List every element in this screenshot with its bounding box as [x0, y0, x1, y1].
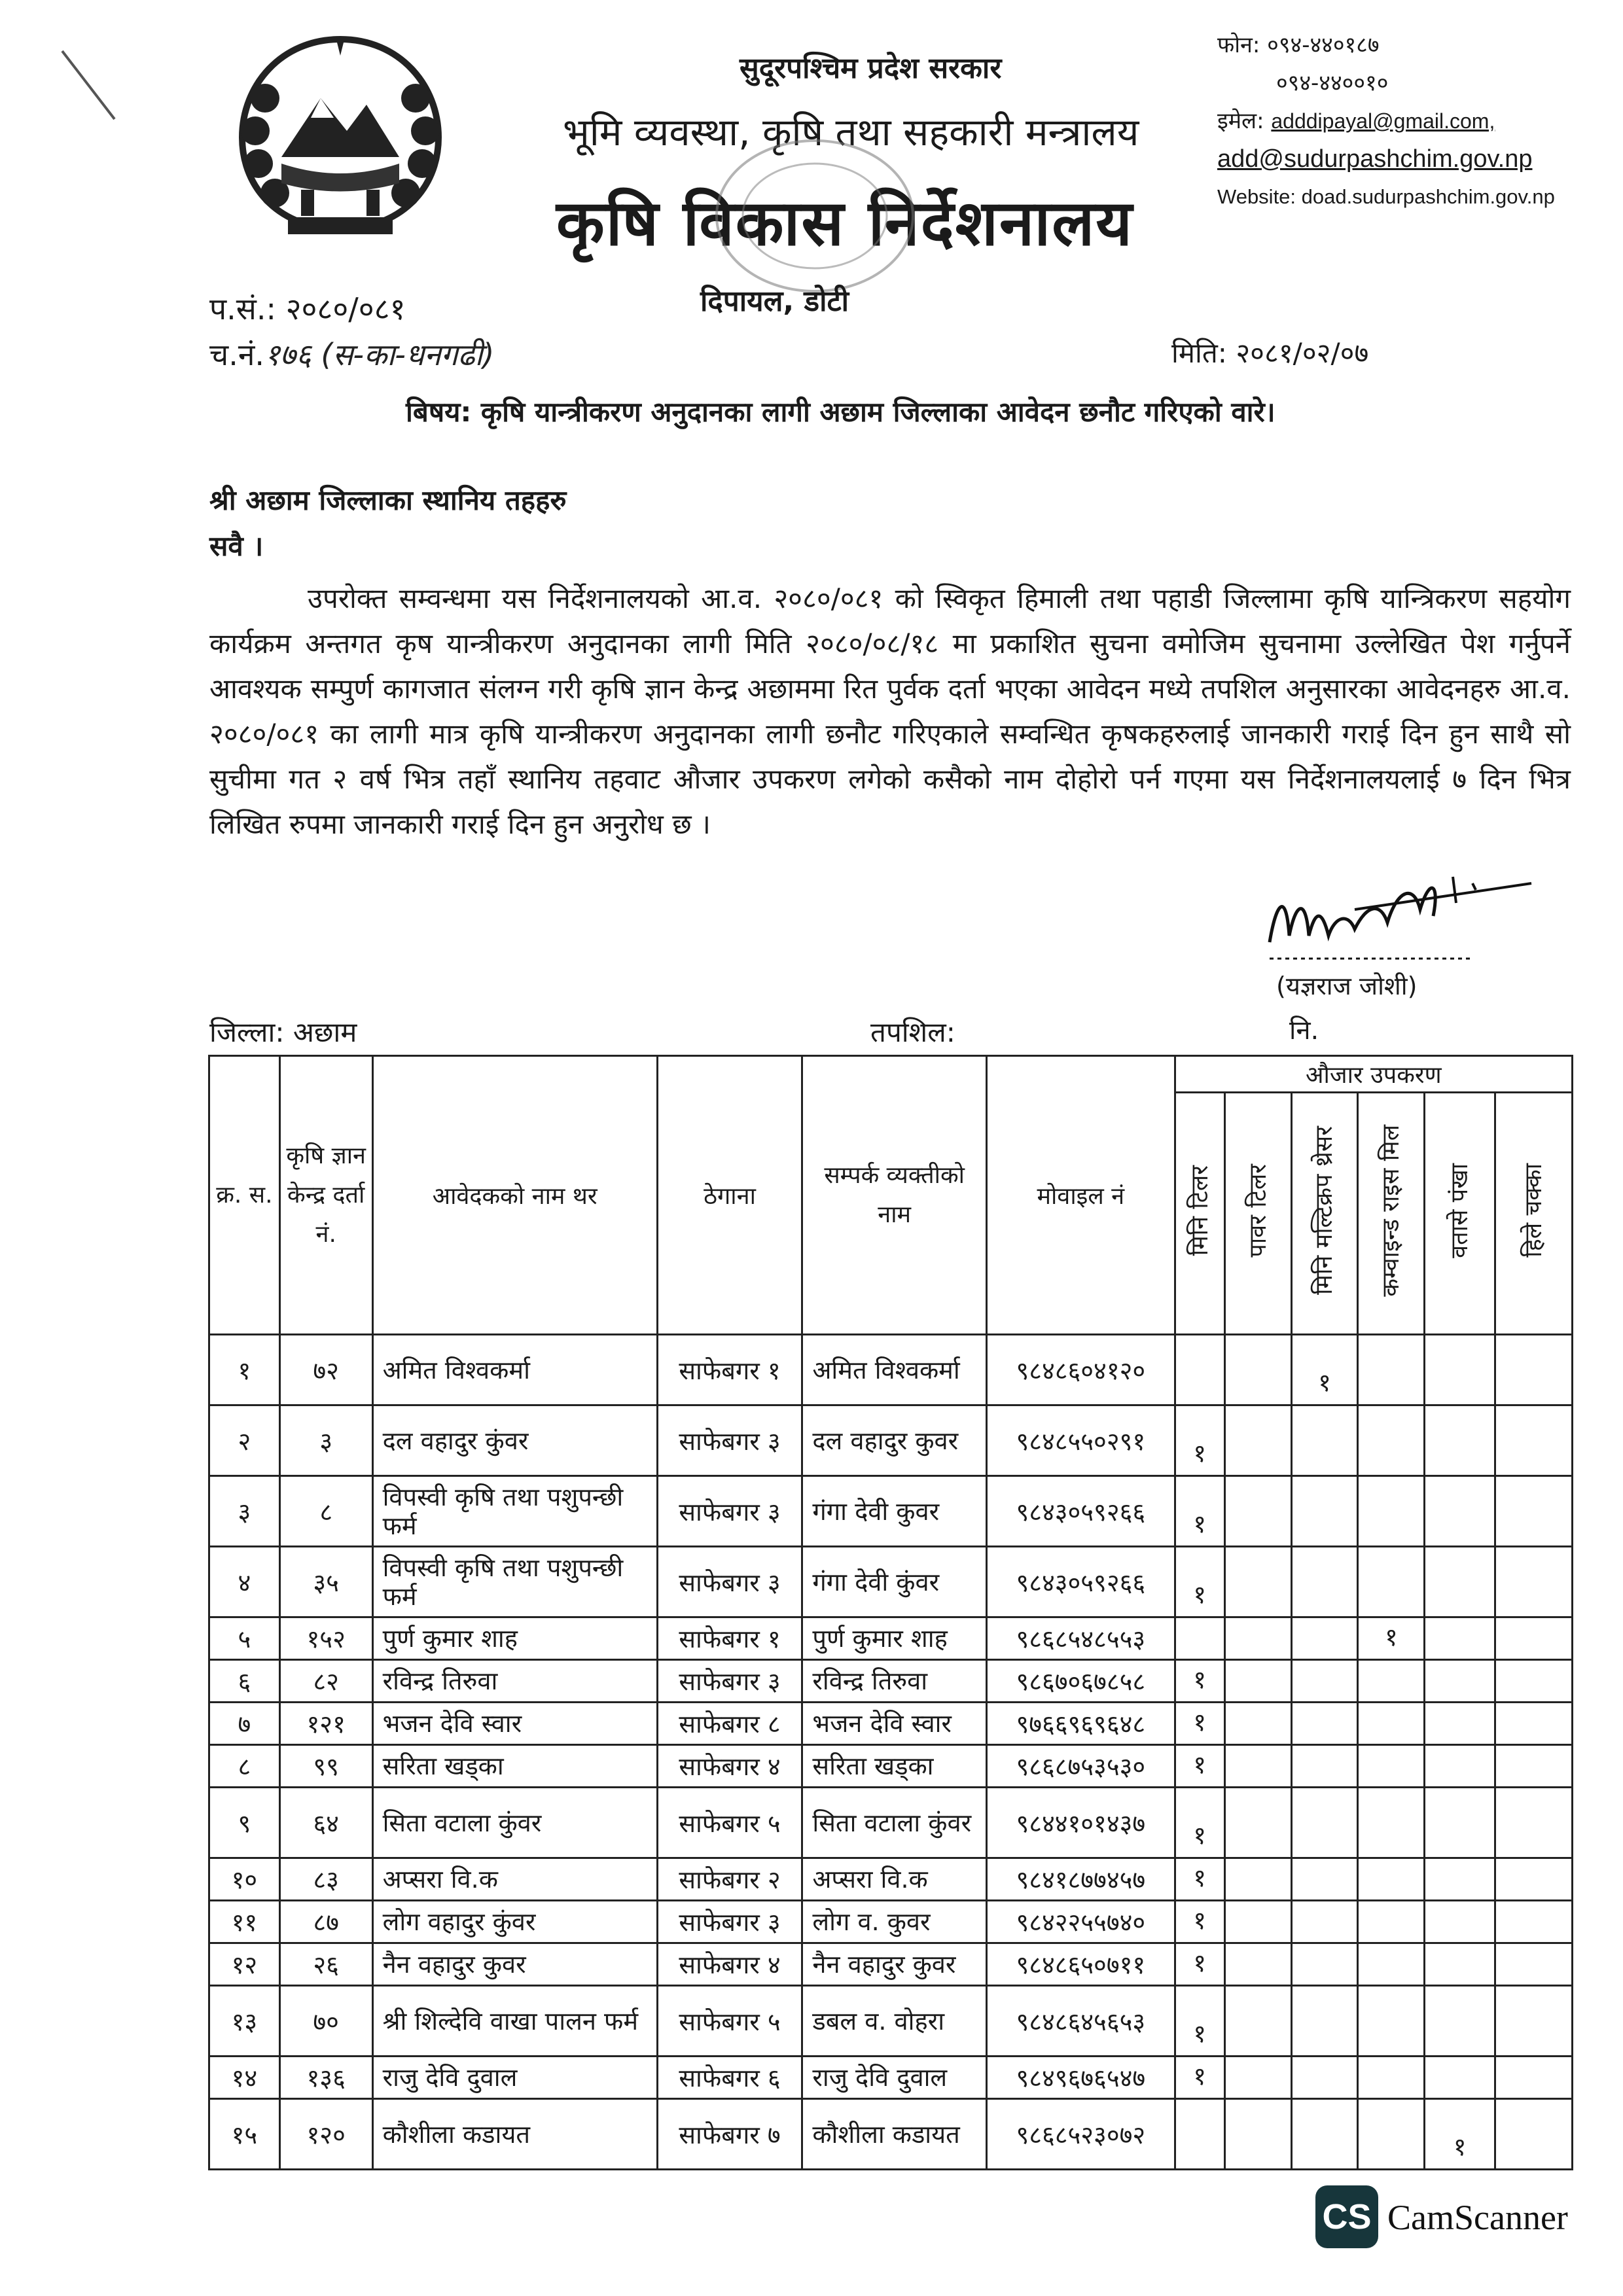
- cell-tool-mark: [1425, 1745, 1495, 1788]
- cell-tool-mark: [1358, 1986, 1425, 2057]
- cell-registration: ८२: [279, 1660, 372, 1703]
- letter-body: उपरोक्त सम्वन्धमा यस निर्देशनालयको आ.व. २०८०/०८१ को स्विकृत हिमाली तथा पहाडी जिल्लामा कृषि यान्त्रिकरण सहयोग कार्यक्रम अन्तगत कृष यान्त्रीकरण अनुदानका लागी मिति २०८०/०८/१८ मा प्रकाशित सुचना वमोजिम सुचनामा उल्लेखित पेश गर्नुपर्ने आवश्यक सम्पुर्ण कागजात संलग्न गरी कृषि ज्ञान केन्द्र अछाममा रित पुर्वक दर्ता भएका आवेदन मध्ये तपशिल अनुसारका आवेदनहरु आ.व. २०८०/०८१ का लागी मात्र कृषि यान्त्रीकरण अनुदानका लागी छनौट गरिएकाले सम्वन्धित कृषकहरुलाई जानकारी गराई दिन हुन साथै सो सुचीमा गत २ वर्ष भित्र तहाँ स्थानिय तहवाट औजार उपकरण लगेको कसैको नाम दोहोरो पर्न गएमा यस निर्देशनालयलाई ७ दिन भित्र लिखित रुपमा जानकारी गराई दिन हुन अनुरोध छ ।: [209, 582, 1571, 840]
- cell-tool-mark: [1175, 2099, 1224, 2170]
- cell-tool-mark: [1425, 1703, 1495, 1745]
- letter-date: मिति: २०८१/०२/०७: [1171, 337, 1369, 369]
- cell-tool-mark: [1224, 1405, 1291, 1476]
- cell-registration: ३५: [279, 1547, 372, 1617]
- cell-serial: ७: [209, 1703, 280, 1745]
- cell-contact-person: नैन वहादुर कुवर: [802, 1943, 987, 1986]
- cell-tool-mark: [1425, 1547, 1495, 1617]
- cell-address: साफेबगर १: [657, 1335, 802, 1405]
- cell-tool-mark: [1358, 1660, 1425, 1703]
- header-contact-person: सम्पर्क व्यक्तीको नाम: [802, 1056, 987, 1335]
- cell-registration: ८७: [279, 1901, 372, 1943]
- cell-applicant-name: विपस्वी कृषि तथा पशुपन्छी फर्म: [372, 1547, 657, 1617]
- cell-mobile: ९८६८५२३०७२: [986, 2099, 1175, 2170]
- cell-serial: १३: [209, 1986, 280, 2057]
- cell-tool-mark: १: [1175, 1476, 1224, 1547]
- table-row: [209, 1943, 1573, 1986]
- cell-tool-mark: [1425, 1858, 1495, 1901]
- cell-tool-mark: १: [1175, 1703, 1224, 1745]
- header-applicant-name: आवेदकको नाम थर: [372, 1056, 657, 1335]
- cell-serial: २: [209, 1405, 280, 1476]
- cell-applicant-name: सरिता खड्का: [372, 1745, 657, 1788]
- cell-mobile: ९८४९६७६५४७: [986, 2057, 1175, 2099]
- cell-tool-mark: [1224, 1335, 1291, 1405]
- cell-mobile: ९८४३०५९२६६: [986, 1547, 1175, 1617]
- cell-tool-mark: [1291, 1858, 1358, 1901]
- cell-tool-mark: [1291, 1476, 1358, 1547]
- office-location: दिपायल, डोटी: [700, 285, 849, 318]
- cell-mobile: ९८४८६५०७११: [986, 1943, 1175, 1986]
- cell-tool-mark: [1291, 1901, 1358, 1943]
- cell-tool-mark: [1358, 1335, 1425, 1405]
- cell-applicant-name: रविन्द्र तिरुवा: [372, 1660, 657, 1703]
- cell-serial: ४: [209, 1547, 280, 1617]
- cell-applicant-name: अप्सरा वि.क: [372, 1858, 657, 1901]
- cell-registration: ७०: [279, 1986, 372, 2057]
- cell-tool-mark: [1224, 1703, 1291, 1745]
- header-puddler-wheel: हिले चक्का: [1495, 1093, 1573, 1335]
- cell-tool-mark: [1224, 1943, 1291, 1986]
- cell-registration: १५२: [279, 1617, 372, 1660]
- cell-applicant-name: सिता वटाला कुंवर: [372, 1788, 657, 1858]
- cell-tool-mark: [1175, 1617, 1224, 1660]
- cell-tool-mark: [1495, 1547, 1573, 1617]
- cell-tool-mark: [1358, 1745, 1425, 1788]
- cell-tool-mark: [1495, 1335, 1573, 1405]
- cell-tool-mark: १: [1175, 1745, 1224, 1788]
- cell-tool-mark: [1358, 1405, 1425, 1476]
- cell-tool-mark: [1425, 2057, 1495, 2099]
- handwritten-signature-icon: [1257, 864, 1544, 968]
- table-row: [209, 1335, 1573, 1405]
- cell-contact-person: कौशीला कडायत: [802, 2099, 987, 2170]
- cell-tool-mark: [1291, 2099, 1358, 2170]
- cell-tool-mark: [1495, 1405, 1573, 1476]
- cell-registration: ७२: [279, 1335, 372, 1405]
- website-line: Website: doad.sudurpashchim.gov.np: [1217, 185, 1555, 208]
- cell-registration: २६: [279, 1943, 372, 1986]
- cell-contact-person: दल वहादुर कुवर: [802, 1405, 987, 1476]
- cell-applicant-name: विपस्वी कृषि तथा पशुपन्छी फर्म: [372, 1476, 657, 1547]
- header-power-tiller: पावर टिलर: [1224, 1093, 1291, 1335]
- addressee-block: [209, 478, 567, 569]
- header-mini-tiller: मिनि टिलर: [1175, 1093, 1224, 1335]
- header-tools-equipment: औजार उपकरण: [1175, 1056, 1572, 1093]
- cell-tool-mark: [1425, 1901, 1495, 1943]
- contact-block: [1217, 26, 1610, 216]
- cell-tool-mark: [1358, 1547, 1425, 1617]
- cell-contact-person: गंगा देवी कुवर: [802, 1476, 987, 1547]
- signatory-name: (यज्ञराज जोशी): [1276, 972, 1418, 1000]
- cell-tool-mark: [1495, 1901, 1573, 1943]
- province-government-title: सुदूरपश्चिम प्रदेश सरकार: [740, 52, 1002, 85]
- cell-contact-person: अमित विश्वकर्मा: [802, 1335, 987, 1405]
- cell-serial: १: [209, 1335, 280, 1405]
- cell-tool-mark: [1495, 1476, 1573, 1547]
- cell-mobile: ९८४१८७७४५७: [986, 1858, 1175, 1901]
- cell-applicant-name: लोग वहादुर कुंवर: [372, 1901, 657, 1943]
- cell-applicant-name: श्री शिल्देवि वाखा पालन फर्म: [372, 1986, 657, 2057]
- cell-address: साफेबगर ४: [657, 1943, 802, 1986]
- cell-tool-mark: [1291, 1986, 1358, 2057]
- cell-address: साफेबगर ३: [657, 1476, 802, 1547]
- cell-address: साफेबगर २: [657, 1858, 802, 1901]
- cell-tool-mark: [1495, 1858, 1573, 1901]
- details-heading: तपशिल:: [870, 1016, 955, 1048]
- cell-tool-mark: १: [1175, 1547, 1224, 1617]
- scan-scratch-mark: [56, 46, 121, 124]
- cell-tool-mark: [1291, 1660, 1358, 1703]
- cell-registration: ९९: [279, 1745, 372, 1788]
- table-row: [209, 1745, 1573, 1788]
- cell-mobile: ९८६८७५३५३०: [986, 1745, 1175, 1788]
- cell-address: साफेबगर ३: [657, 1405, 802, 1476]
- selected-applicants-table: [208, 1055, 1573, 2170]
- cell-contact-person: अप्सरा वि.क: [802, 1858, 987, 1901]
- cell-address: साफेबगर ३: [657, 1547, 802, 1617]
- cell-tool-mark: [1495, 1745, 1573, 1788]
- cell-address: साफेबगर ५: [657, 1986, 802, 2057]
- cell-tool-mark: [1224, 1660, 1291, 1703]
- cell-serial: ८: [209, 1745, 280, 1788]
- cell-registration: १३६: [279, 2057, 372, 2099]
- cell-tool-mark: [1291, 1617, 1358, 1660]
- cell-mobile: ९८४३०५९२६६: [986, 1476, 1175, 1547]
- cell-tool-mark: [1495, 1986, 1573, 2057]
- cell-tool-mark: [1425, 1660, 1495, 1703]
- letter-reference-number: प.सं.: २०८०/०८१: [209, 291, 406, 327]
- cell-tool-mark: [1291, 1943, 1358, 1986]
- cell-applicant-name: भजन देवि स्वार: [372, 1703, 657, 1745]
- cell-tool-mark: १: [1358, 1617, 1425, 1660]
- cell-tool-mark: [1358, 1788, 1425, 1858]
- cell-tool-mark: [1224, 2099, 1291, 2170]
- cell-tool-mark: [1425, 1943, 1495, 1986]
- cell-registration: १२१: [279, 1703, 372, 1745]
- table-row: [209, 1547, 1573, 1617]
- cell-mobile: ९८४८५५०२९१: [986, 1405, 1175, 1476]
- phone-line-2: ०९४-४४००१०: [1276, 70, 1389, 96]
- cell-tool-mark: [1425, 1335, 1495, 1405]
- cell-serial: ११: [209, 1901, 280, 1943]
- cell-address: साफेबगर ८: [657, 1703, 802, 1745]
- cell-tool-mark: १: [1175, 1943, 1224, 1986]
- table-row: [209, 1703, 1573, 1745]
- cell-tool-mark: १: [1291, 1335, 1358, 1405]
- cell-address: साफेबगर ६: [657, 2057, 802, 2099]
- camscanner-watermark: CamScanner: [1387, 2198, 1568, 2237]
- cell-applicant-name: कौशीला कडायत: [372, 2099, 657, 2170]
- cell-tool-mark: [1425, 1617, 1495, 1660]
- cell-applicant-name: पुर्ण कुमार शाह: [372, 1617, 657, 1660]
- cell-mobile: ९८६७०६७८५८: [986, 1660, 1175, 1703]
- cell-registration: ६४: [279, 1788, 372, 1858]
- table-row: [209, 1405, 1573, 1476]
- table-row: [209, 2057, 1573, 2099]
- header-registration: कृषि ज्ञान केन्द्र दर्ता नं.: [279, 1056, 372, 1335]
- cell-tool-mark: [1175, 1335, 1224, 1405]
- cell-tool-mark: [1425, 1476, 1495, 1547]
- cell-tool-mark: [1495, 1943, 1573, 1986]
- cell-tool-mark: [1291, 1547, 1358, 1617]
- cell-address: साफेबगर ७: [657, 2099, 802, 2170]
- cell-tool-mark: [1425, 1405, 1495, 1476]
- acting-mark: नि.: [1289, 1016, 1319, 1046]
- cell-serial: १५: [209, 2099, 280, 2170]
- cell-applicant-name: अमित विश्वकर्मा: [372, 1335, 657, 1405]
- cell-mobile: ९७६६९६९६४८: [986, 1703, 1175, 1745]
- cell-tool-mark: [1224, 1745, 1291, 1788]
- cell-tool-mark: [1495, 1617, 1573, 1660]
- directorate-title: कृषि विकास निर्देशनालय: [556, 186, 1133, 260]
- cell-tool-mark: [1358, 2099, 1425, 2170]
- table-row: [209, 1986, 1573, 2057]
- header-rice-mill: कम्वाइन्ड राइस मिल: [1358, 1093, 1425, 1335]
- cell-tool-mark: १: [1175, 1660, 1224, 1703]
- cell-serial: १२: [209, 1943, 280, 1986]
- table-row: [209, 1788, 1573, 1858]
- cell-mobile: ९८४२२५५७४०: [986, 1901, 1175, 1943]
- cell-tool-mark: [1291, 2057, 1358, 2099]
- header-serial: क्र. स.: [209, 1056, 280, 1335]
- cell-tool-mark: १: [1175, 1901, 1224, 1943]
- dispatch-number-prefix: च.नं.: [209, 337, 264, 372]
- cell-tool-mark: [1291, 1703, 1358, 1745]
- cell-tool-mark: [1495, 1788, 1573, 1858]
- cell-tool-mark: [1495, 1703, 1573, 1745]
- cell-tool-mark: [1224, 1858, 1291, 1901]
- cell-tool-mark: १: [1175, 1788, 1224, 1858]
- cell-tool-mark: [1358, 1703, 1425, 1745]
- cell-contact-person: सरिता खड्का: [802, 1745, 987, 1788]
- cell-applicant-name: नैन वहादुर कुवर: [372, 1943, 657, 1986]
- cell-registration: ८: [279, 1476, 372, 1547]
- cell-tool-mark: [1495, 1660, 1573, 1703]
- phone-line: फोन: ०९४-४४०१८७: [1217, 32, 1380, 58]
- cell-mobile: ९८४८६०४१२०: [986, 1335, 1175, 1405]
- cell-registration: ८३: [279, 1858, 372, 1901]
- cell-tool-mark: [1358, 1901, 1425, 1943]
- cell-tool-mark: [1224, 2057, 1291, 2099]
- cell-mobile: ९८६८५४८५५३: [986, 1617, 1175, 1660]
- camscanner-logo: CS: [1315, 2185, 1378, 2248]
- cell-tool-mark: [1291, 1405, 1358, 1476]
- header-winnowing-fan: वतासे पंखा: [1425, 1093, 1495, 1335]
- cell-tool-mark: १: [1425, 2099, 1495, 2170]
- cell-contact-person: डबल व. वोहरा: [802, 1986, 987, 2057]
- cell-contact-person: गंगा देवी कुंवर: [802, 1547, 987, 1617]
- table-row: [209, 1858, 1573, 1901]
- cell-tool-mark: [1358, 1943, 1425, 1986]
- addressee-all: सवै ।: [209, 530, 264, 562]
- cell-applicant-name: राजु देवि दुवाल: [372, 2057, 657, 2099]
- dispatch-number-handwritten: १७६ (स-का-धनगढी): [264, 337, 495, 372]
- cell-mobile: ९८४४१०१४३७: [986, 1788, 1175, 1858]
- cell-serial: ३: [209, 1476, 280, 1547]
- cell-address: साफेबगर ३: [657, 1901, 802, 1943]
- cell-tool-mark: [1224, 1788, 1291, 1858]
- cell-contact-person: पुर्ण कुमार शाह: [802, 1617, 987, 1660]
- header-mobile: मोवाइल नं: [986, 1056, 1175, 1335]
- cell-mobile: ९८४८६४५६५३: [986, 1986, 1175, 2057]
- table-row: [209, 1476, 1573, 1547]
- cell-tool-mark: [1291, 1788, 1358, 1858]
- cell-tool-mark: [1291, 1745, 1358, 1788]
- table-row: [209, 1901, 1573, 1943]
- cell-serial: ९: [209, 1788, 280, 1858]
- table-row: [209, 2099, 1573, 2170]
- cell-contact-person: भजन देवि स्वार: [802, 1703, 987, 1745]
- cell-tool-mark: [1224, 1617, 1291, 1660]
- cell-serial: ५: [209, 1617, 280, 1660]
- email-label: इमेल:: [1217, 108, 1264, 134]
- dispatch-number: [209, 334, 494, 374]
- cell-tool-mark: [1495, 2057, 1573, 2099]
- cell-applicant-name: दल वहादुर कुंवर: [372, 1405, 657, 1476]
- cell-address: साफेबगर ४: [657, 1745, 802, 1788]
- cell-serial: १४: [209, 2057, 280, 2099]
- cell-tool-mark: १: [1175, 1405, 1224, 1476]
- cell-tool-mark: १: [1175, 2057, 1224, 2099]
- cell-address: साफेबगर ३: [657, 1660, 802, 1703]
- cell-tool-mark: [1425, 1788, 1495, 1858]
- district-label: जिल्ला: अछाम: [209, 1016, 357, 1048]
- header-address: ठेगाना: [657, 1056, 802, 1335]
- ministry-title: भूमि व्यवस्था, कृषि तथा सहकारी मन्त्रालय: [563, 110, 1139, 154]
- cell-contact-person: लोग व. कुवर: [802, 1901, 987, 1943]
- cell-tool-mark: [1358, 1858, 1425, 1901]
- cell-tool-mark: [1224, 1476, 1291, 1547]
- cell-serial: १०: [209, 1858, 280, 1901]
- table-row: [209, 1617, 1573, 1660]
- cell-tool-mark: [1358, 2057, 1425, 2099]
- cell-address: साफेबगर १: [657, 1617, 802, 1660]
- header-multicrop-thresher: मिनि मल्टिक्रप थ्रेसर: [1291, 1093, 1358, 1335]
- cell-contact-person: रविन्द्र तिरुवा: [802, 1660, 987, 1703]
- government-emblem-icon: [203, 26, 478, 249]
- letter-subject: बिषय: कृषि यान्त्रीकरण अनुदानका लागी अछाम जिल्लाका आवेदन छनौट गरिएको वारे।: [406, 396, 1275, 428]
- cell-tool-mark: [1224, 1547, 1291, 1617]
- cell-tool-mark: [1358, 1476, 1425, 1547]
- cell-tool-mark: [1224, 1901, 1291, 1943]
- cell-registration: ३: [279, 1405, 372, 1476]
- email-link-1[interactable]: adddipayal@gmail.com,: [1271, 109, 1495, 133]
- table-row: [209, 1660, 1573, 1703]
- addressee-line: श्री अछाम जिल्लाका स्थानिय तहहरु: [209, 484, 567, 516]
- email-link-2[interactable]: add@sudurpashchim.gov.np: [1217, 145, 1533, 173]
- cell-tool-mark: १: [1175, 1986, 1224, 2057]
- cell-tool-mark: [1224, 1986, 1291, 2057]
- cell-contact-person: राजु देवि दुवाल: [802, 2057, 987, 2099]
- table-body: [209, 1335, 1573, 2170]
- cell-tool-mark: १: [1175, 1858, 1224, 1901]
- cell-tool-mark: [1495, 2099, 1573, 2170]
- cell-registration: १२०: [279, 2099, 372, 2170]
- cell-tool-mark: [1425, 1986, 1495, 2057]
- cell-contact-person: सिता वटाला कुंवर: [802, 1788, 987, 1858]
- cell-address: साफेबगर ५: [657, 1788, 802, 1858]
- cell-serial: ६: [209, 1660, 280, 1703]
- office-stamp-icon: [707, 131, 923, 301]
